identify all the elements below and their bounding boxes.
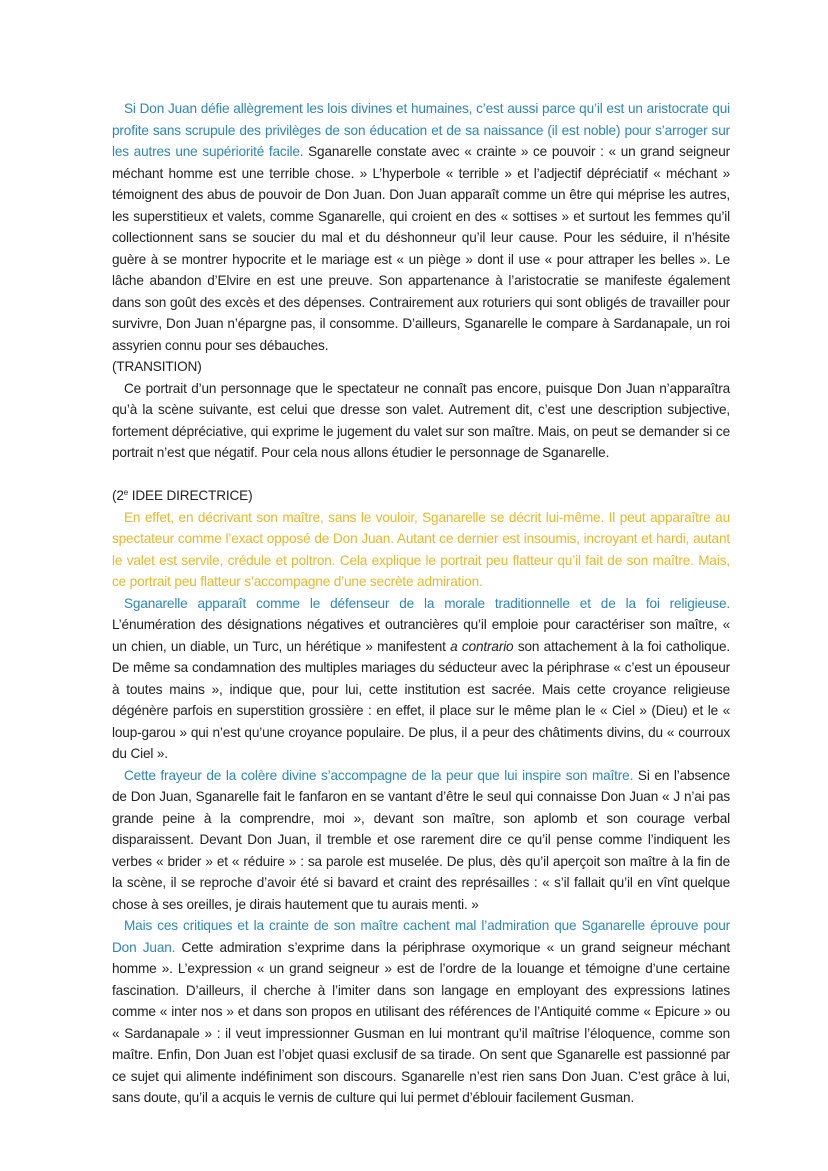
- paragraph-transition: Ce portrait d’un personnage que le spectateur ne connaît pas encore, puisque Don Juan n’apparaîtra qu’à la scène suivante, est celui que dresse son valet. Autrement dit, c’est une description subjective, fortement dépréciative, qui exprime le jugement du valet sur son maître. Mais, on peut se demander si ce portrait n’est que négatif. Pour cela nous allons étudier le personnage de Sganarelle.: [112, 380, 730, 460]
- blank-line: [112, 464, 730, 486]
- topic-sentence-aristocrate: Si Don Juan défie allègrement les lois divines et humaines, c’est aussi parce qu’il est un aristocrate qui profite sans scrupule des privilèges de son éducation et de sa naissance (il est noble) pour s’arroger sur les autres une supériorité facile.: [112, 101, 730, 159]
- transition-label: (TRANSITION): [112, 359, 202, 374]
- paragraph-body: L’énumération des désignations négatives et outrancières qu’il emploie pour caractériser son maître, « un chien, un diable, un Turc, un hérétique » manifestent: [112, 617, 730, 654]
- document-page: [112, 98, 730, 1109]
- paragraph-defenseur-morale: [112, 593, 730, 765]
- paragraph-body: Si en l’absence de Don Juan, Sganarelle fait le fanfaron en se vantant d’être le seul qui connaisse Don Juan « J n’ai pas grande peine à la comprendre, moi », devant son maître, son aplomb et son courage verbal disparaissent. Devant Don Juan, il tremble et ose rarement dire ce qu’il pense comme l’indiquent les verbes « brider » et « réduire » : sa parole est muselée. De plus, dès qu’il aperçoit son maître à la fin de la scène, il se reproche d’avoir été si bavard et craint des représailles : « s’il fallait qu’il en vînt quelque chose à ses oreilles, je dirais hautement que tu aurais menti. »: [112, 767, 730, 912]
- topic-sentence-admiration: Mais ces critiques et la crainte de son maître cachent mal l’admiration que Sganarelle éprouve pour Don Juan.: [112, 918, 730, 955]
- topic-sentence-defenseur: Sganarelle apparaît comme le défenseur de la morale traditionnelle et de la foi religieuse.: [124, 595, 730, 611]
- paragraph-intro-idea-2: En effet, en décrivant son maître, sans le vouloir, Sganarelle se décrit lui-même. Il peut apparaître au spectateur comme l’exact opposé de Don Juan. Autant ce dernier est insoumis, incroyant et hardi, autant le valet est servile, crédule et poltron. Cela explique le portrait peu flatteur qu’il fait de son maître. Mais, ce portrait peu flatteur s’accompagne d’une secrète admiration.: [112, 509, 730, 589]
- paragraph-body: Cette admiration s’exprime dans la périphrase oxymorique « un grand seigneur méchant homme ». L’expression « un grand seigneur » est de l’ordre de la louange et témoigne d’une certaine fascination. D’ailleurs, il cherche à l’imiter dans son langage en employant des expressions latines comme « inter nos » et dans son propos en utilisant des références de l’Antiquité comme « Epicure » ou « Sardanapale » : il veut impressionner Gusman en lui montrant qu’il maîtrise l’éloquence, comme son maître. Enfin, Don Juan est l’objet quasi exclusif de sa tirade. On sent que Sganarelle est passionné par ce sujet qui alimente indéfiniment son discours. Sganarelle n’est rien sans Don Juan. C’est grâce à lui, sans doute, qu’il a acquis le vernis de culture qui lui permet d’éblouir facilement Gusman.: [112, 939, 730, 1105]
- paragraph-admiration: [112, 915, 730, 1109]
- italic-a-contrario: a contrario: [450, 638, 514, 654]
- paragraph-aristocrate: [112, 98, 730, 356]
- topic-sentence-frayeur: Cette frayeur de la colère divine s’accompagne de la peur que lui inspire son maître.: [124, 767, 634, 783]
- idea-directrice-2-label: (2e IDEE DIRECTRICE): [112, 488, 253, 503]
- paragraph-frayeur: [112, 765, 730, 916]
- paragraph-body: Sganarelle constate avec « crainte » ce pouvoir : « un grand seigneur méchant homme est une terrible chose. » L’hyperbole « terrible » et l’adjectif dépréciatif « méchant » témoignent des abus de pouvoir de Don Juan. Don Juan apparaît comme un être qui méprise les autres, les superstitieux et valets, comme Sganarelle, qui croient en des « sottises » et surtout les femmes qu’il collectionnent sans se soucier du mal et du déshonneur qu’il leur cause. Pour les séduire, il n’hésite guère à se montrer hypocrite et le mariage est « un piège » dont il use « pour attraper les belles ». Le lâche abandon d’Elvire en est une preuve. Son appartenance à l’aristocratie se manifeste également dans son goût des excès et des dépenses. Contrairement aux roturiers qui sont obligés de travailler pour survivre, Don Juan n’épargne pas, il consomme. D’ailleurs, Sganarelle le compare à Sardanapale, un roi assyrien connu pour ses débauches.: [112, 144, 730, 353]
- paragraph-body: son attachement à la foi catholique. De même sa condamnation des multiples mariages du séducteur avec la périphrase « c’est un épouseur à toutes mains », indique que, pour lui, cette institution est sacrée. Mais cette croyance religieuse dégénère parfois en superstition grossière : en effet, il place sur le même plan le « Ciel » (Dieu) et le « loup-garou » qui n’est qu’une croyance populaire. De plus, il a peur des châtiments divins, du « courroux du Ciel ».: [112, 638, 731, 761]
